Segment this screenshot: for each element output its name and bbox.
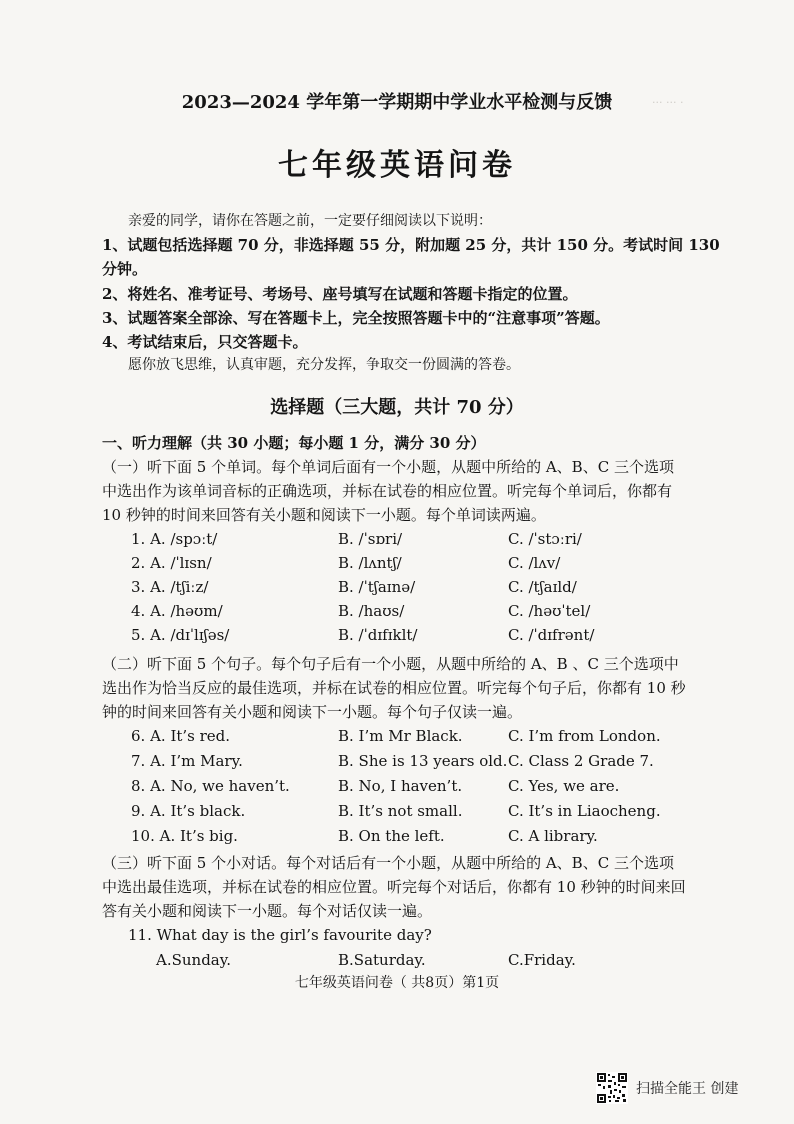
option-a: 7. A. I’m Mary. bbox=[131, 752, 243, 770]
sub3-instruction: 答有关小题和阅读下一小题。每个对话仅读一遍。 bbox=[102, 902, 433, 920]
option-b: B. She is 13 years old. bbox=[338, 752, 508, 770]
instruction-line: 分钟。 bbox=[102, 260, 148, 278]
page-footer: 七年级英语问卷（ 共8页）第1页 bbox=[294, 975, 500, 991]
option-c: C. Class 2 Grade 7. bbox=[508, 752, 654, 770]
option-a: 10. A. It’s big. bbox=[131, 827, 238, 845]
option-b: B. /lʌntʃ/ bbox=[338, 554, 402, 572]
option-a: 3. A. /tʃiːz/ bbox=[131, 578, 209, 596]
sub2-instruction: 选出作为恰当反应的最佳选项，并标在试卷的相应位置。听完每个句子后，你都有 10 秒 bbox=[102, 679, 686, 697]
option-a: 2. A. /ˈlɪsn/ bbox=[131, 554, 212, 572]
option-b: B.Saturday. bbox=[338, 951, 426, 969]
option-a: 1. A. /spɔːt/ bbox=[131, 530, 218, 548]
option-c: C. /lʌv/ bbox=[508, 554, 561, 572]
option-a: A.Sunday. bbox=[156, 951, 231, 969]
option-c: C. /ˈstɔːri/ bbox=[508, 530, 582, 548]
option-b: B. I’m Mr Black. bbox=[338, 727, 463, 745]
option-a: 5. A. /dɪˈlɪʃəs/ bbox=[131, 626, 230, 644]
scanner-watermark bbox=[596, 1072, 738, 1104]
option-c: C. I’m from London. bbox=[508, 727, 661, 745]
option-c: C.Friday. bbox=[508, 951, 576, 969]
option-b: B. /ˈsɒri/ bbox=[338, 530, 403, 548]
intro-text: 亲爱的同学，请你在答题之前，一定要仔细阅读以下说明： bbox=[128, 213, 492, 229]
sub1-instruction: 10 秒钟的时间来回答有关小题和阅读下一小题。每个单词读两遍。 bbox=[102, 506, 546, 524]
option-b: B. No, I haven’t. bbox=[338, 777, 463, 795]
option-a: 8. A. No, we haven’t. bbox=[131, 777, 290, 795]
option-c: C. Yes, we are. bbox=[508, 777, 620, 795]
option-c: C. It’s in Liaocheng. bbox=[508, 802, 661, 820]
sub2-instruction: （二）听下面 5 个句子。每个句子后有一个小题，从题中所给的 A、B 、C 三个选项中 bbox=[102, 655, 679, 673]
option-a: 4. A. /həʊm/ bbox=[131, 602, 223, 620]
instruction-line: 4、考试结束后，只交答题卡。 bbox=[102, 333, 308, 351]
option-a: 6. A. It’s red. bbox=[131, 727, 231, 745]
section-title: 选择题（三大题，共计 70 分） bbox=[270, 397, 524, 418]
page-title: 七年级英语问卷 bbox=[278, 148, 516, 183]
qr-code-icon bbox=[596, 1072, 628, 1104]
option-c: C. A library. bbox=[508, 827, 598, 845]
instruction-line: 1、试题包括选择题 70 分，非选择题 55 分，附加题 25 分，共计 150 分。考试时间 130 bbox=[102, 236, 720, 254]
option-b: B. It’s not small. bbox=[338, 802, 463, 820]
part-title: 一、听力理解（共 30 小题；每小题 1 分，满分 30 分） bbox=[102, 434, 486, 452]
sub1-instruction: （一）听下面 5 个单词。每个单词后面有一个小题，从题中所给的 A、B、C 三个选项 bbox=[102, 458, 674, 476]
sub3-instruction: （三）听下面 5 个小对话。每个对话后有一个小题，从题中所给的 A、B、C 三个选项 bbox=[102, 854, 674, 872]
closing-text: 愿你放飞思维，认真审题，充分发挥，争取交一份圆满的答卷。 bbox=[128, 357, 520, 373]
watermark-text: 扫描全能王 创建 bbox=[636, 1081, 739, 1097]
option-c: C. /həʊˈtel/ bbox=[508, 602, 591, 620]
option-a: 9. A. It’s black. bbox=[131, 802, 246, 820]
instruction-line: 3、试题答案全部涂、写在答题卡上，完全按照答题卡中的“注意事项”答题。 bbox=[102, 309, 610, 327]
option-b: B. /ˈdɪfɪklt/ bbox=[338, 626, 418, 644]
option-b: B. On the left. bbox=[338, 827, 445, 845]
sub2-instruction: 钟的时间来回答有关小题和阅读下一小题。每个句子仅读一遍。 bbox=[102, 703, 523, 721]
sub3-instruction: 中选出最佳选项，并标在试卷的相应位置。听完每个对话后，你都有 10 秒钟的时间来回 bbox=[102, 878, 686, 896]
option-c: C. /tʃaɪld/ bbox=[508, 578, 577, 596]
question-11: 11. What day is the girl’s favourite day? bbox=[128, 926, 432, 944]
option-b: B. /ˈtʃaɪnə/ bbox=[338, 578, 416, 596]
bleed-through-mark: ··· ··· · bbox=[652, 96, 684, 109]
sub1-instruction: 中选出作为该单词音标的正确选项，并标在试卷的相应位置。听完每个单词后，你都有 bbox=[102, 482, 673, 500]
option-b: B. /haʊs/ bbox=[338, 602, 405, 620]
instruction-line: 2、将姓名、准考证号、考场号、座号填写在试题和答题卡指定的位置。 bbox=[102, 285, 578, 303]
exam-header: 2023—2024 学年第一学期期中学业水平检测与反馈 bbox=[181, 92, 613, 113]
option-c: C. /ˈdɪfrənt/ bbox=[508, 626, 595, 644]
